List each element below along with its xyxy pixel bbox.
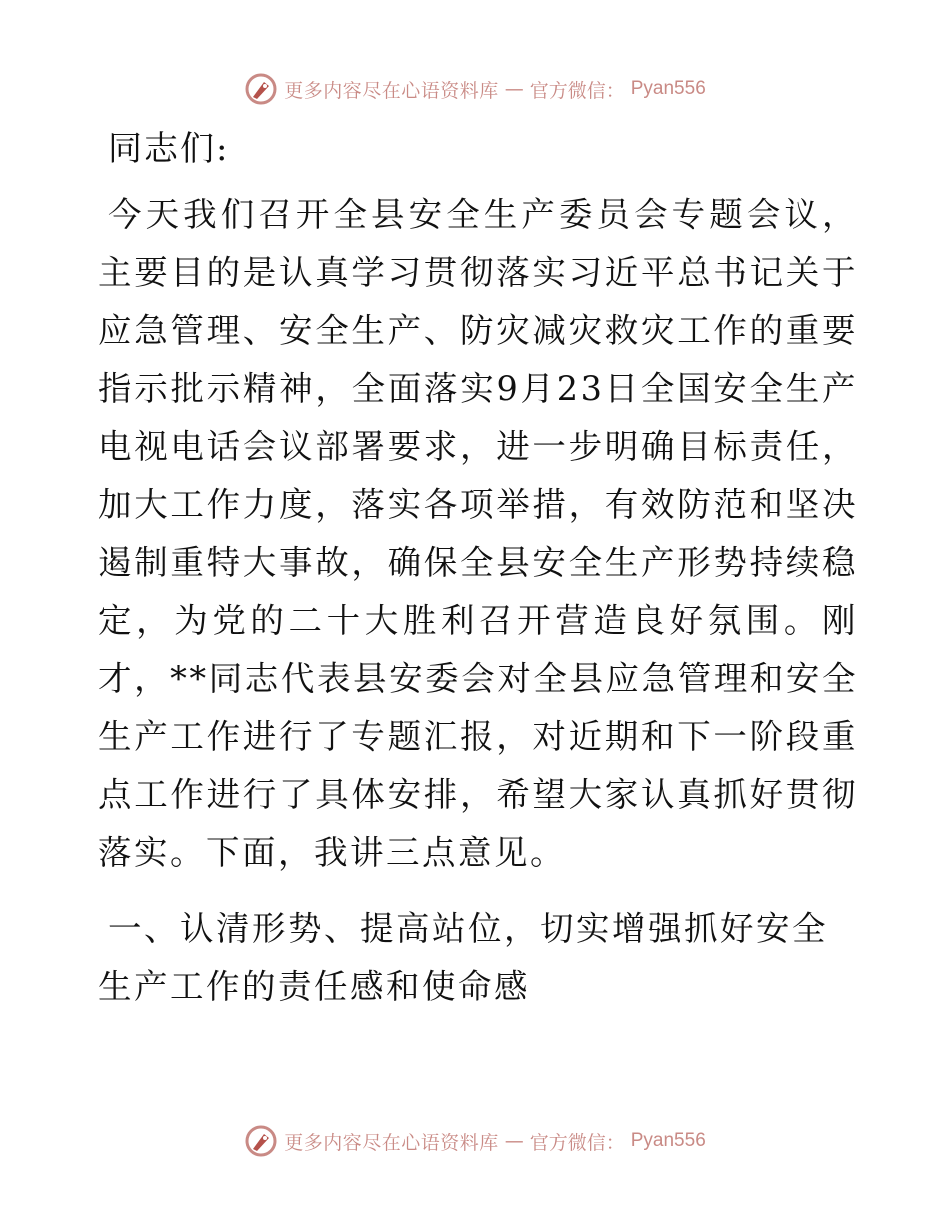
watermark-brand-text: 更多内容尽在心语资料库 [284,79,499,102]
watermark-wechat-label: 官方微信： [529,1131,625,1154]
watermark-wechat-id: Pyan556 [630,78,706,99]
pen-nib-logo-icon [244,72,278,106]
footer-watermark [0,1124,950,1158]
intro-paragraph: 今天我们召开全县安全生产委员会专题会议，主要目的是认真学习贯彻落实习近平总书记关于应急管理、安全生产、防灾减灾救灾工作的重要指示批示精神，全面落实9月23日全国安全生产电视电话会议部署要求，进一步明确目标责任，加大工作力度，落实各项举措，有效防范和坚决遏制重特大事故，确保全县安全生产形势持续稳定，为党的二十大胜利召开营造良好氛围。刚才，**同志代表县安委会对全县应急管理和安全生产工作进行了专题汇报，对近期和下一阶段重点工作进行了具体安排，希望大家认真抓好贯彻落实。下面，我讲三点意见。 [98,195,858,872]
document-body [98,122,858,1016]
greeting-line: 同志们: [108,129,230,169]
section-heading-1: 一、认清形势、提高站位，切实增强抓好安全生产工作的责任感和使命感 [98,909,828,1006]
watermark-wechat-id: Pyan556 [630,1130,706,1151]
watermark-separator: — [504,1130,524,1152]
watermark-brand-text: 更多内容尽在心语资料库 [284,1131,499,1154]
pen-nib-logo-icon [244,1124,278,1158]
watermark-wechat-label: 官方微信： [529,79,625,102]
header-watermark [0,72,950,106]
watermark-separator: — [504,78,524,100]
